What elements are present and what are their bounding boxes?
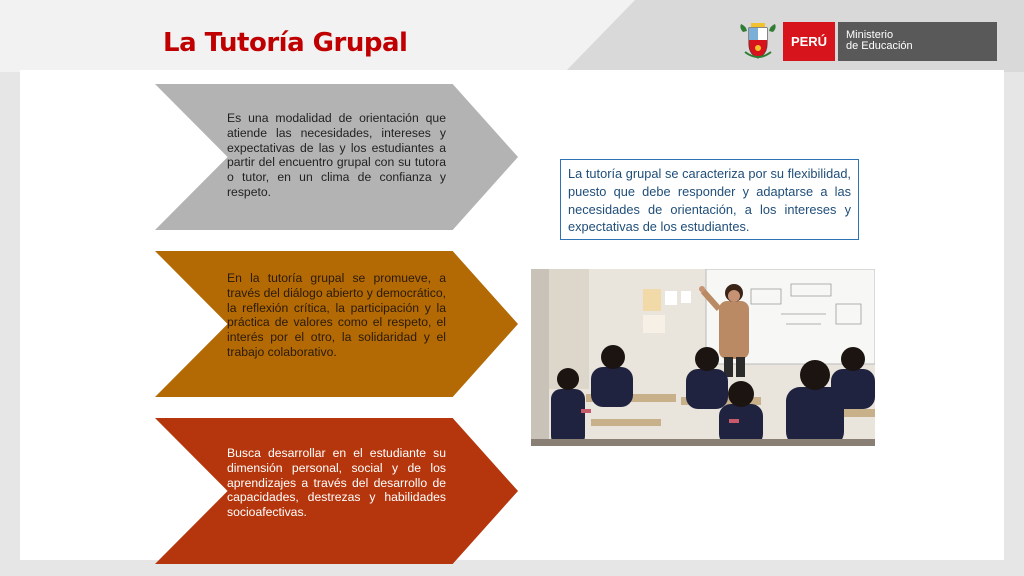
- classroom-photo: [531, 269, 875, 446]
- chevron-promotion-text: En la tutoría grupal se promueve, a través del diálogo abierto y democrático, la reflexión crítica, la participación y la práctica de valores como el respeto, el interés por el otro, la solidaridad y el trabajo colaborativo.: [227, 271, 446, 359]
- ministry-line-2: de Educación: [846, 40, 913, 52]
- coat-of-arms-icon: [737, 22, 779, 62]
- ministry-line-1: Ministerio: [846, 29, 894, 41]
- peru-logo: PERÚ: [783, 22, 835, 61]
- chevron-goal-text: Busca desarrollar en el estudiante su dimensión personal, social y de los aprendizajes a través del desarrollo de capacidades, destrezas y habilidades socioafectivas.: [227, 446, 446, 520]
- ministry-logo: [838, 22, 997, 61]
- page-title: La Tutoría Grupal: [163, 28, 408, 58]
- chevron-definition-text: Es una modalidad de orientación que atiende las necesidades, intereses y expectativas de las y los estudiantes a partir del encuentro grupal con su tutora o tutor, en un clima de confianza y respeto.: [227, 111, 446, 199]
- info-box: La tutoría grupal se caracteriza por su flexibilidad, puesto que debe responder y adaptarse a las necesidades de orientación, a los intereses y expectativas de los estudiantes.: [560, 159, 859, 240]
